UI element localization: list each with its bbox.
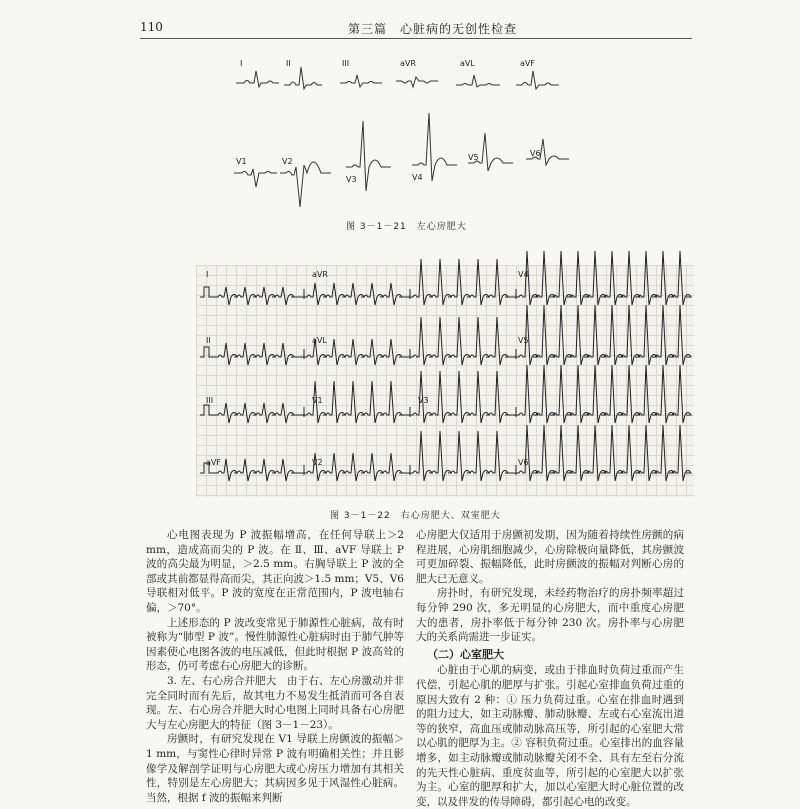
figure-left-atrial-ecg: [228, 55, 588, 215]
header-rule: [140, 38, 692, 39]
lead-label-i: I: [240, 59, 243, 68]
lead-label-avf: aVF: [520, 59, 535, 68]
row-label-iii: III: [206, 396, 214, 405]
paragraph: 3. 左、右心房合并肥大 由于右、左心房激动并非完全同时而有先后，故其电力不易发生抵消而可各自表现。左、右心房合并肥大时心电图上同时具备右心房肥大与左心房肥大的特征（图 3－1－23）。: [146, 674, 404, 731]
ecg-row-trace: [200, 251, 691, 305]
right-label-v6: V6: [518, 458, 529, 467]
figure2-caption: 图 3－1－22 右心房肥大、双室肥大: [330, 511, 501, 521]
mid-label-avr: aVR: [312, 270, 328, 279]
paragraph: 房扑时，有研究发现，未经药物治疗的房扑频率超过每分钟 290 次，多无明显的心房肥大，而中重度心房肥大的患者，房扑率低于每分钟 230 次。房扑率与心房肥大的关系尚需进一步证实。: [416, 587, 684, 644]
paragraph: 心房肥大仅适用于房颤初发期，因为随着持续性房颤的病程进展，心房肌细胞减少，心房除极向量降低，其房颤波可更加碎裂、振幅降低，此时房颤波的振幅对判断心房的肥大已无意义。: [416, 529, 684, 585]
page-number: 110: [140, 20, 163, 34]
lead-label-iii: III: [342, 59, 350, 68]
lead-label-v4: V4: [412, 173, 423, 182]
ecg-row-trace: [200, 365, 691, 423]
paragraph: 心脏由于心肌的病变，或由于排血时负荷过重而产生代偿，引起心肌的肥厚与扩张。引起心室排血负荷过重的原因大致有 2 种：① 压力负荷过重。心室在排血时遇到的阻力过大，如主动脉瓣、肺动脉瓣、左或右心室流出道等的狭窄，高血压或肺动脉高压等，所引起的心室肥大常以心肌的肥厚为主。② 容积负荷过重。心室排出的血容量增多，如主动脉瓣或肺动脉瓣关闭不全、具有左至右分流的先天性心脏病、重度贫血等，所引起的心室肥大以扩张为主。心室的肥厚和扩大，加以心室肥大时心脏位置的改变，以及伴发的传导障碍，都引起心电的改变。: [416, 664, 684, 808]
figure1-caption: 图 3－1－21 左心房肥大: [346, 222, 467, 232]
ecg-traces-figure2: [196, 265, 694, 497]
lead-label-avl: aVL: [460, 59, 475, 68]
lead-label-avr: aVR: [400, 59, 416, 68]
right-label-v5: V5: [518, 336, 529, 345]
text-column-right: [416, 528, 684, 809]
row-label-avf: aVF: [206, 458, 221, 467]
running-title: 第三篇 心脏病的无创性检查: [348, 22, 518, 36]
lead-label-v2: V2: [282, 157, 293, 166]
section-heading: （二）心室肥大: [427, 647, 504, 661]
ecg-row-trace: [200, 425, 691, 481]
ecg-row-trace: [200, 305, 691, 365]
ecg-traces-figure1: [228, 55, 588, 215]
lead-label-ii: II: [286, 59, 291, 68]
paragraph: 上述形态的 P 波改变常见于肺源性心脏病，故有时被称为“肺型 P 波”。慢性肺源性心脏病时由于肺气肿等因素使心电图各波的电压减低，但此时根据 P 波高耸的形态，仍可考虑右心房肥大的诊断。: [146, 616, 404, 673]
right-label-v3: V3: [418, 396, 429, 405]
mid-label-avl: aVL: [312, 336, 327, 345]
mid-label-v2: V2: [312, 458, 323, 467]
right-label-v4: V4: [518, 270, 529, 279]
lead-label-v5: V5: [468, 153, 479, 162]
text-column-left: [146, 528, 404, 805]
mid-label-v1: V1: [312, 396, 323, 405]
paragraph: 心电图表现为 P 波振幅增高，在任何导联上＞2 mm，造成高而尖的 P 波。在 Ⅱ、Ⅲ、aVF 导联上 P 波的高尖最为明显，＞2.5 mm。右胸导联上 P 波的全部或其前都显得高而尖，其正向波＞1.5 mm；V5、V6 导联相对低平。P 波的宽度在正常范围内，P 波电轴右偏，＞70°。: [146, 529, 404, 614]
lead-label-v1: V1: [236, 157, 247, 166]
paragraph: 房颤时，有研究发现在 V1 导联上房颤波的振幅＞1 mm，与窦性心律时异常 P 波有明确相关性；并且影像学及解剖学证明与心房肥大或心房压力增加有其相关性，特别是左心房肥大；其病因多见于风湿性心脏病。当然，根据 f 波的振幅来判断: [146, 733, 404, 804]
row-label-i: I: [206, 270, 209, 279]
lead-label-v6: V6: [530, 149, 541, 158]
row-label-ii: II: [206, 336, 211, 345]
lead-label-v3: V3: [346, 175, 357, 184]
